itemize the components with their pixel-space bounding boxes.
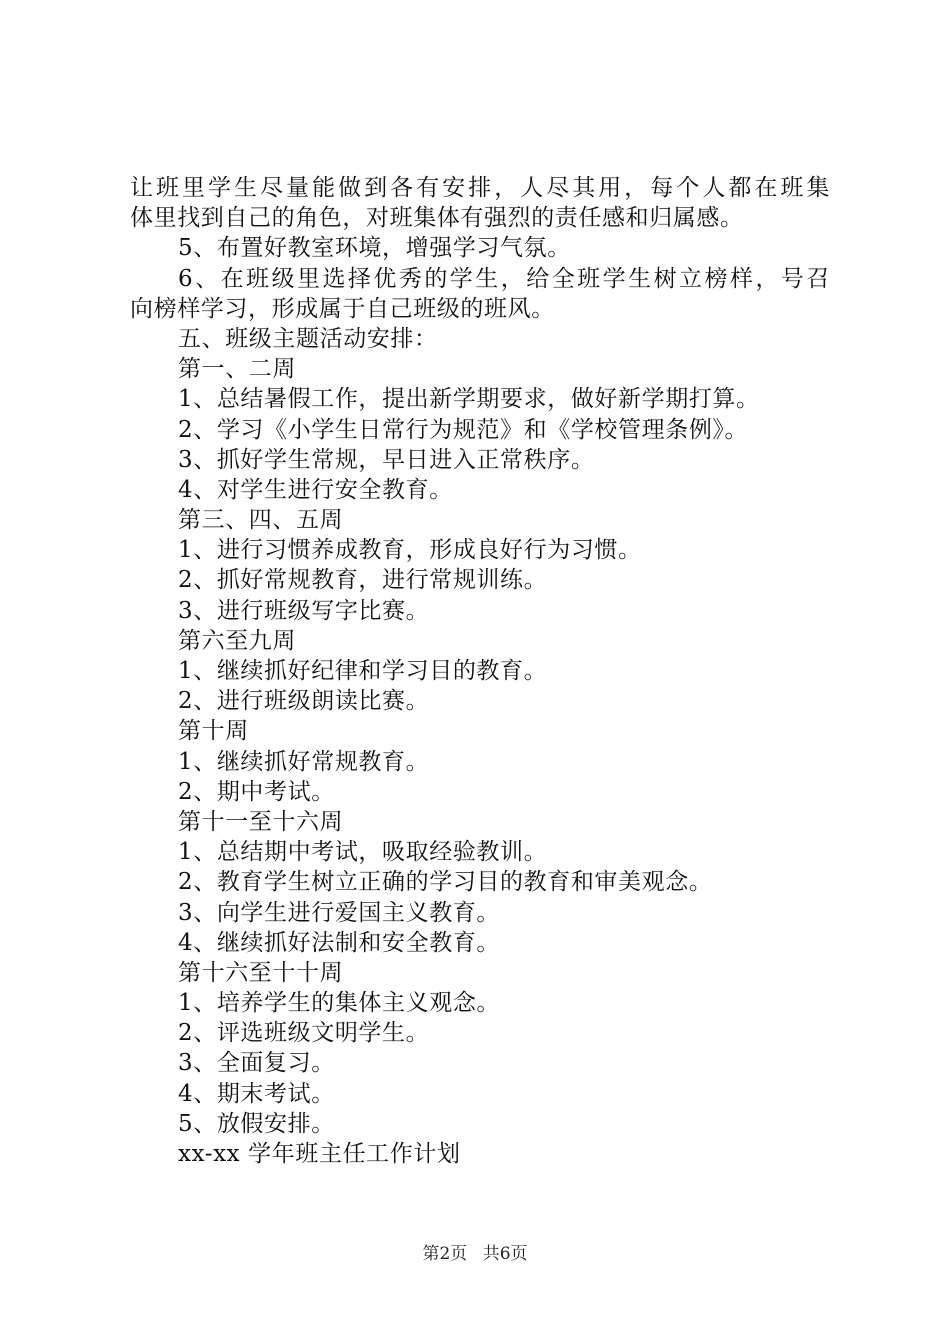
section-heading: 五、班级主题活动安排： — [178, 325, 438, 352]
list-item: 1、总结暑假工作，提出新学期要求，做好新学期打算。 — [178, 386, 760, 413]
list-item: 6、在班级里选择优秀的学生，给全班学生树立榜样，号召 — [178, 265, 830, 292]
paragraph-line: 让班里学生尽量能做到各有安排，人尽其用，每个人都在班集 — [130, 175, 830, 201]
list-item: 1、进行习惯养成教育，形成良好行为习惯。 — [178, 537, 642, 564]
paragraph-line: 体里找到自己的角色，对班集体有强烈的责任感和归属感。 — [130, 205, 744, 232]
list-item: 4、继续抓好法制和安全教育。 — [178, 929, 501, 956]
list-item: 2、进行班级朗读比赛。 — [178, 688, 430, 715]
week-heading: 第三、四、五周 — [178, 507, 344, 534]
week-heading: 第十周 — [178, 718, 249, 745]
list-item: 2、教育学生树立正确的学习目的教育和审美观念。 — [178, 869, 713, 896]
document-title-next: xx-xx 学年班主任工作计划 — [178, 1141, 461, 1167]
week-heading: 第一、二周 — [178, 356, 296, 383]
list-item: 4、对学生进行安全教育。 — [178, 476, 453, 503]
list-item: 1、继续抓好纪律和学习目的教育。 — [178, 658, 548, 684]
document-body — [130, 173, 830, 1169]
page-total: 共6页 — [482, 1244, 528, 1264]
list-item: 3、进行班级写字比赛。 — [178, 597, 430, 624]
week-heading: 第十六至十十周 — [178, 959, 344, 986]
page-number: 第2页 — [422, 1244, 468, 1264]
list-item: 3、向学生进行爱国主义教育。 — [178, 899, 501, 926]
list-item: 4、期末考试。 — [178, 1080, 335, 1107]
list-item: 2、期中考试。 — [178, 778, 335, 805]
page-footer — [0, 1243, 950, 1265]
list-item: 2、评选班级文明学生。 — [178, 1020, 430, 1047]
list-item: 5、放假安排。 — [178, 1110, 335, 1137]
list-item: 3、全面复习。 — [178, 1050, 335, 1077]
list-item: 2、抓好常规教育，进行常规训练。 — [178, 567, 548, 594]
list-item: 5、布置好教室环境，增强学习气氛。 — [178, 235, 571, 262]
list-item: 1、总结期中考试，吸取经验教训。 — [178, 839, 548, 866]
week-heading: 第十一至十六周 — [178, 808, 344, 835]
list-item-continuation: 向榜样学习，形成属于自己班级的班风。 — [130, 295, 555, 322]
list-item: 1、继续抓好常规教育。 — [178, 748, 430, 775]
list-item: 2、学习《小学生日常行为规范》和《学校管理条例》。 — [178, 416, 749, 443]
week-heading: 第六至九周 — [178, 627, 296, 654]
list-item: 3、抓好学生常规，早日进入正常秩序。 — [178, 446, 595, 473]
list-item: 1、培养学生的集体主义观念。 — [178, 990, 501, 1017]
